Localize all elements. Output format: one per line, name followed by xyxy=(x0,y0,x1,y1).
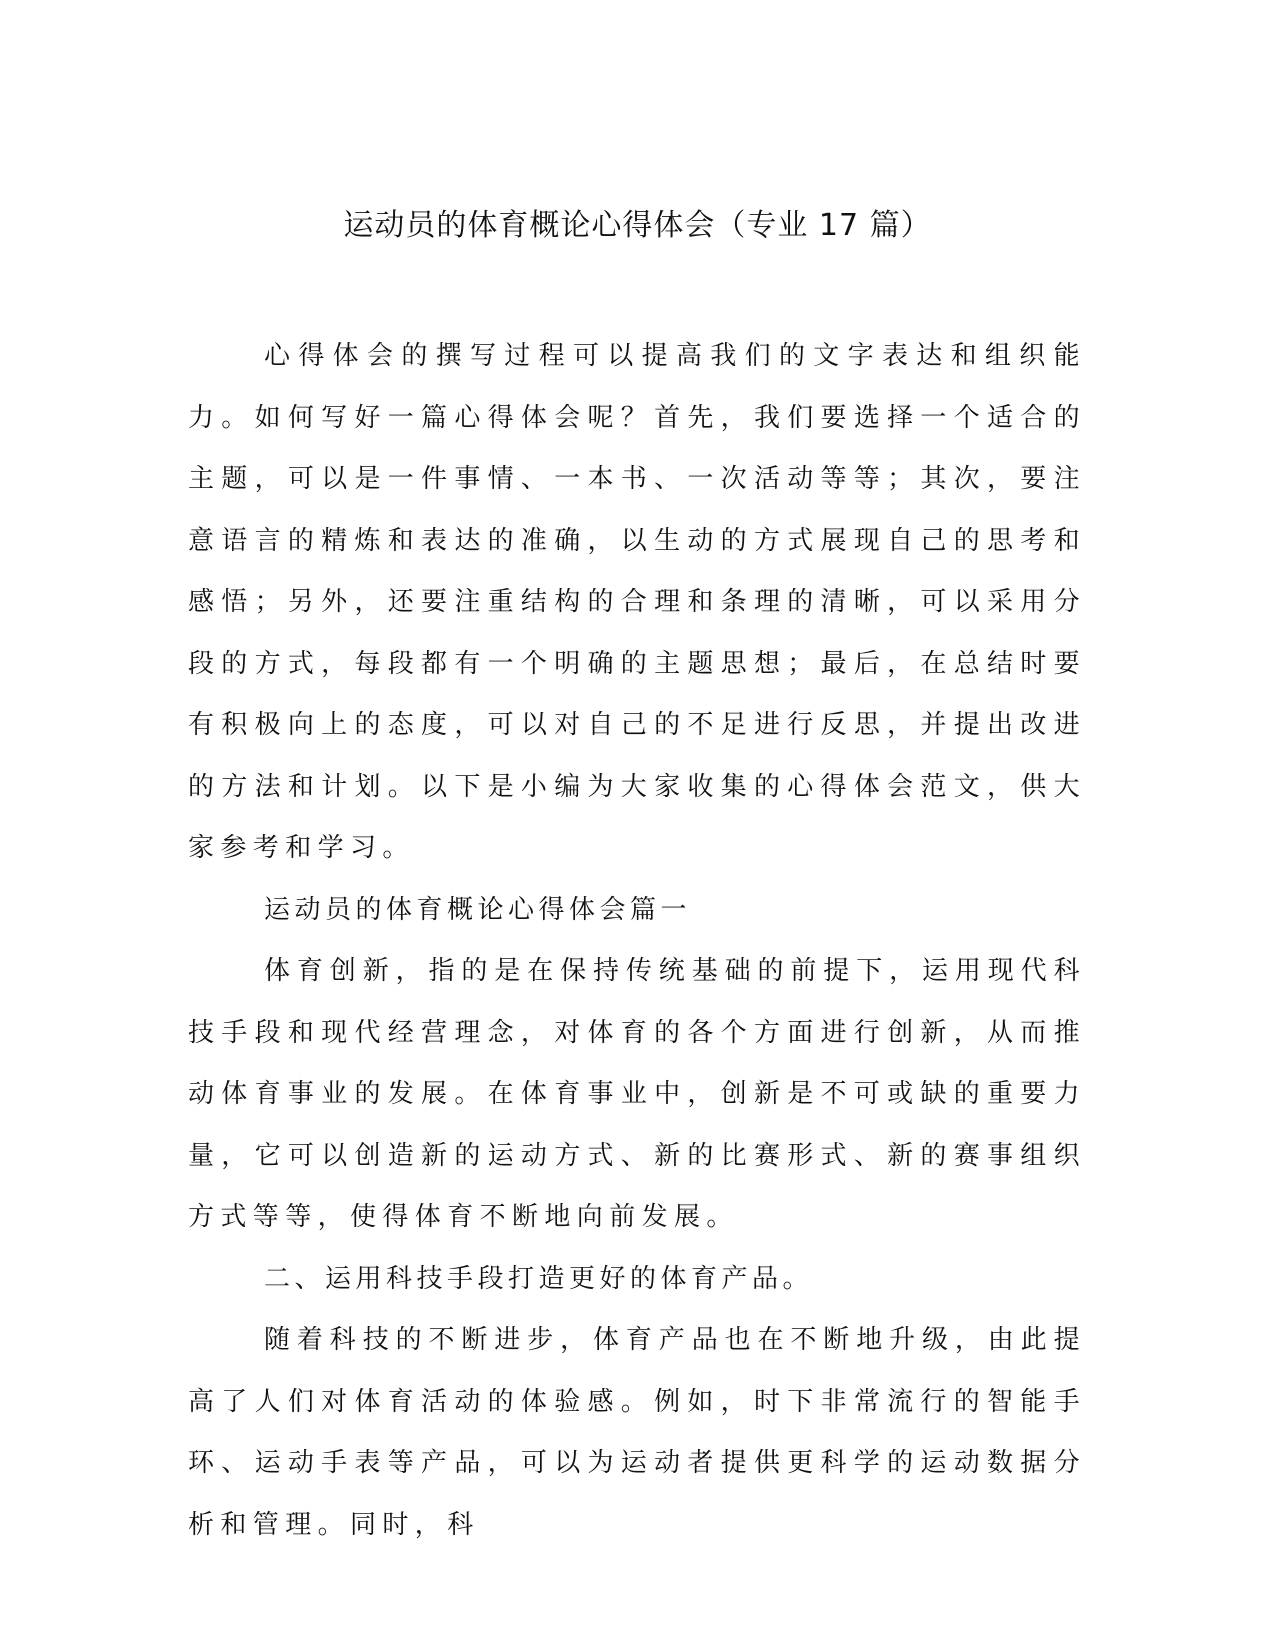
intro-paragraph: 心得体会的撰写过程可以提高我们的文字表达和组织能力。如何写好一篇心得体会呢？首先，我们要选择一个适合的主题，可以是一件事情、一本书、一次活动等等；其次，要注意语言的精炼和表达的准确，以生动的方式展现自己的思考和感悟；另外，还要注重结构的合理和条理的清晰，可以采用分段的方式，每段都有一个明确的主题思想；最后，在总结时要有积极向上的态度，可以对自己的不足进行反思，并提出改进的方法和计划。以下是小编为大家收集的心得体会范文，供大家参考和学习。 xyxy=(188,341,1086,863)
body-paragraph-products: 随着科技的不断进步，体育产品也在不断地升级，由此提高了人们对体育活动的体验感。例如，时下非常流行的智能手环、运动手表等产品，可以为运动者提供更科学的运动数据分析和管理。同时，科 xyxy=(188,1325,1086,1540)
document-title: 运动员的体育概论心得体会（专业 17 篇） xyxy=(343,208,932,243)
body-paragraph-innovation: 体育创新，指的是在保持传统基础的前提下，运用现代科技手段和现代经营理念，对体育的各个方面进行创新，从而推动体育事业的发展。在体育事业中，创新是不可或缺的重要力量，它可以创造新的运动方式、新的比赛形式、新的赛事组织方式等等，使得体育不断地向前发展。 xyxy=(188,956,1086,1232)
document-body xyxy=(188,326,1086,1556)
section-heading-part-one: 运动员的体育概论心得体会篇一 xyxy=(264,894,692,925)
subheading-technology: 二、运用科技手段打造更好的体育产品。 xyxy=(264,1263,814,1294)
